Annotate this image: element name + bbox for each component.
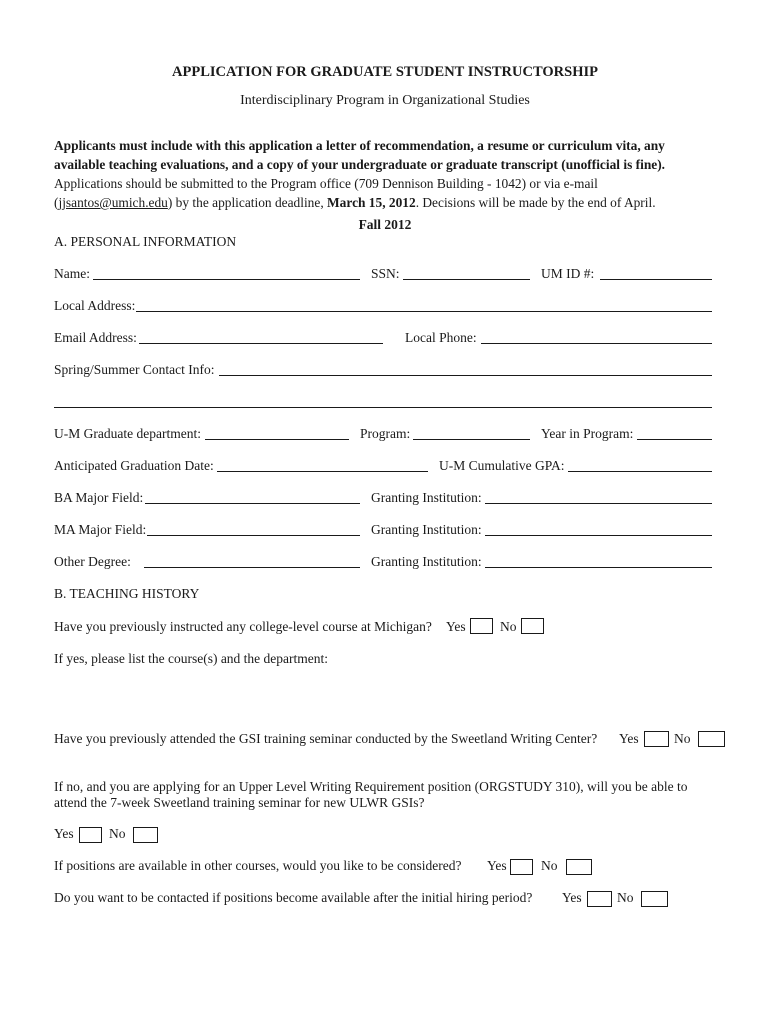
local-address-label: Local Address: — [54, 298, 136, 313]
q5-label: Do you want to be contacted if positions become available after the initial hiring period? — [54, 890, 533, 905]
q2-yes-label: Yes — [619, 731, 639, 746]
q3-no-checkbox[interactable] — [133, 827, 158, 843]
q4-yes-label: Yes — [487, 858, 507, 873]
name-label: Name: — [54, 266, 90, 281]
q5-yes-checkbox[interactable] — [587, 891, 612, 907]
cumulative-gpa-label: U-M Cumulative GPA: — [439, 458, 565, 473]
year-in-program-label: Year in Program: — [541, 426, 634, 441]
ba-major-field[interactable] — [145, 503, 360, 504]
local-phone-field[interactable] — [481, 343, 712, 344]
ma-major-label: MA Major Field: — [54, 522, 147, 537]
q5-no-label: No — [617, 890, 634, 905]
q1-no-label: No — [500, 619, 517, 634]
year-in-program-field[interactable] — [637, 439, 712, 440]
q1-no-checkbox[interactable] — [521, 618, 544, 634]
ssn-label: SSN: — [371, 266, 400, 281]
email-link[interactable]: jjsantos@umich.edu — [58, 195, 168, 210]
umid-label: UM ID #: — [541, 266, 595, 281]
anticipated-graduation-label: Anticipated Graduation Date: — [54, 458, 214, 473]
q3-label-line2: attend the 7-week Sweetland training seminar for new ULWR GSIs? — [54, 795, 425, 810]
q4-yes-checkbox[interactable] — [510, 859, 533, 875]
ma-institution-field[interactable] — [485, 535, 712, 536]
q1-yes-checkbox[interactable] — [470, 618, 493, 634]
q2-no-checkbox[interactable] — [698, 731, 725, 747]
local-address-field[interactable] — [136, 311, 712, 312]
umid-field[interactable] — [600, 279, 712, 280]
local-phone-label: Local Phone: — [405, 330, 477, 345]
spring-contact-field[interactable] — [219, 375, 712, 376]
q3-no-label: No — [109, 826, 126, 841]
grad-department-label: U-M Graduate department: — [54, 426, 201, 441]
page-subtitle: Interdisciplinary Program in Organizational Studies — [240, 93, 530, 108]
q3-yes-label: Yes — [54, 826, 74, 841]
other-degree-label: Other Degree: — [54, 554, 131, 569]
anticipated-graduation-field[interactable] — [217, 471, 428, 472]
section-b-heading: B. TEACHING HISTORY — [54, 586, 200, 601]
q1-followup-label: If yes, please list the course(s) and the department: — [54, 651, 329, 666]
program-field[interactable] — [413, 439, 530, 440]
ba-institution-field[interactable] — [485, 503, 712, 504]
q1-yes-label: Yes — [446, 619, 466, 634]
other-institution-label: Granting Institution: — [371, 554, 482, 569]
q5-yes-label: Yes — [562, 890, 582, 905]
grad-department-field[interactable] — [205, 439, 349, 440]
program-label: Program: — [360, 426, 411, 441]
cumulative-gpa-field[interactable] — [568, 471, 712, 472]
page-title: APPLICATION FOR GRADUATE STUDENT INSTRUCTORSHIP — [172, 64, 598, 80]
q3-yes-checkbox[interactable] — [79, 827, 102, 843]
email-address-field[interactable] — [139, 343, 383, 344]
ba-major-label: BA Major Field: — [54, 490, 144, 505]
q1-label: Have you previously instructed any college-level course at Michigan? — [54, 619, 432, 634]
q4-no-label: No — [541, 858, 558, 873]
deadline-date: March 15, 2012 — [327, 195, 416, 210]
other-degree-field[interactable] — [144, 567, 360, 568]
q3-label-line1: If no, and you are applying for an Upper Level Writing Requirement position (ORGSTUDY 310), will you be able to — [54, 779, 688, 794]
section-a-heading: A. PERSONAL INFORMATION — [54, 234, 237, 249]
ma-major-field[interactable] — [147, 535, 360, 536]
q2-yes-checkbox[interactable] — [644, 731, 669, 747]
term-label: Fall 2012 — [358, 217, 412, 232]
name-field[interactable] — [93, 279, 360, 280]
other-institution-field[interactable] — [485, 567, 712, 568]
ba-institution-label: Granting Institution: — [371, 490, 482, 505]
spring-contact-label: Spring/Summer Contact Info: — [54, 362, 215, 377]
q5-no-checkbox[interactable] — [641, 891, 668, 907]
q2-no-label: No — [674, 731, 691, 746]
q4-label: If positions are available in other courses, would you like to be considered? — [54, 858, 462, 873]
instructions-bold: Applicants must include with this application a letter of recommendation, a resume or curriculum vita, any available teaching evaluations, and a copy of your undergraduate or graduate transcript (unofficial is fine) — [54, 138, 665, 172]
q4-no-checkbox[interactable] — [566, 859, 592, 875]
ma-institution-label: Granting Institution: — [371, 522, 482, 537]
ssn-field[interactable] — [403, 279, 530, 280]
email-address-label: Email Address: — [54, 330, 137, 345]
q2-label: Have you previously attended the GSI training seminar conducted by the Sweetland Writing Center? — [54, 731, 598, 746]
instructions-paragraph: Applicants must include with this application a letter of recommendation, a resume or curriculum vita, any available teaching evaluations, and a copy of your undergraduate or graduate transcript (unofficial is fine). Applications should be submitted to the Program office (709 Dennison Building - 1042) or via e-mail (jjsantos@umich.edu) by the application deadline, March 15, 2012. Decisions will be made by the end of April. — [54, 138, 666, 210]
spring-contact-field-2[interactable] — [54, 407, 712, 408]
